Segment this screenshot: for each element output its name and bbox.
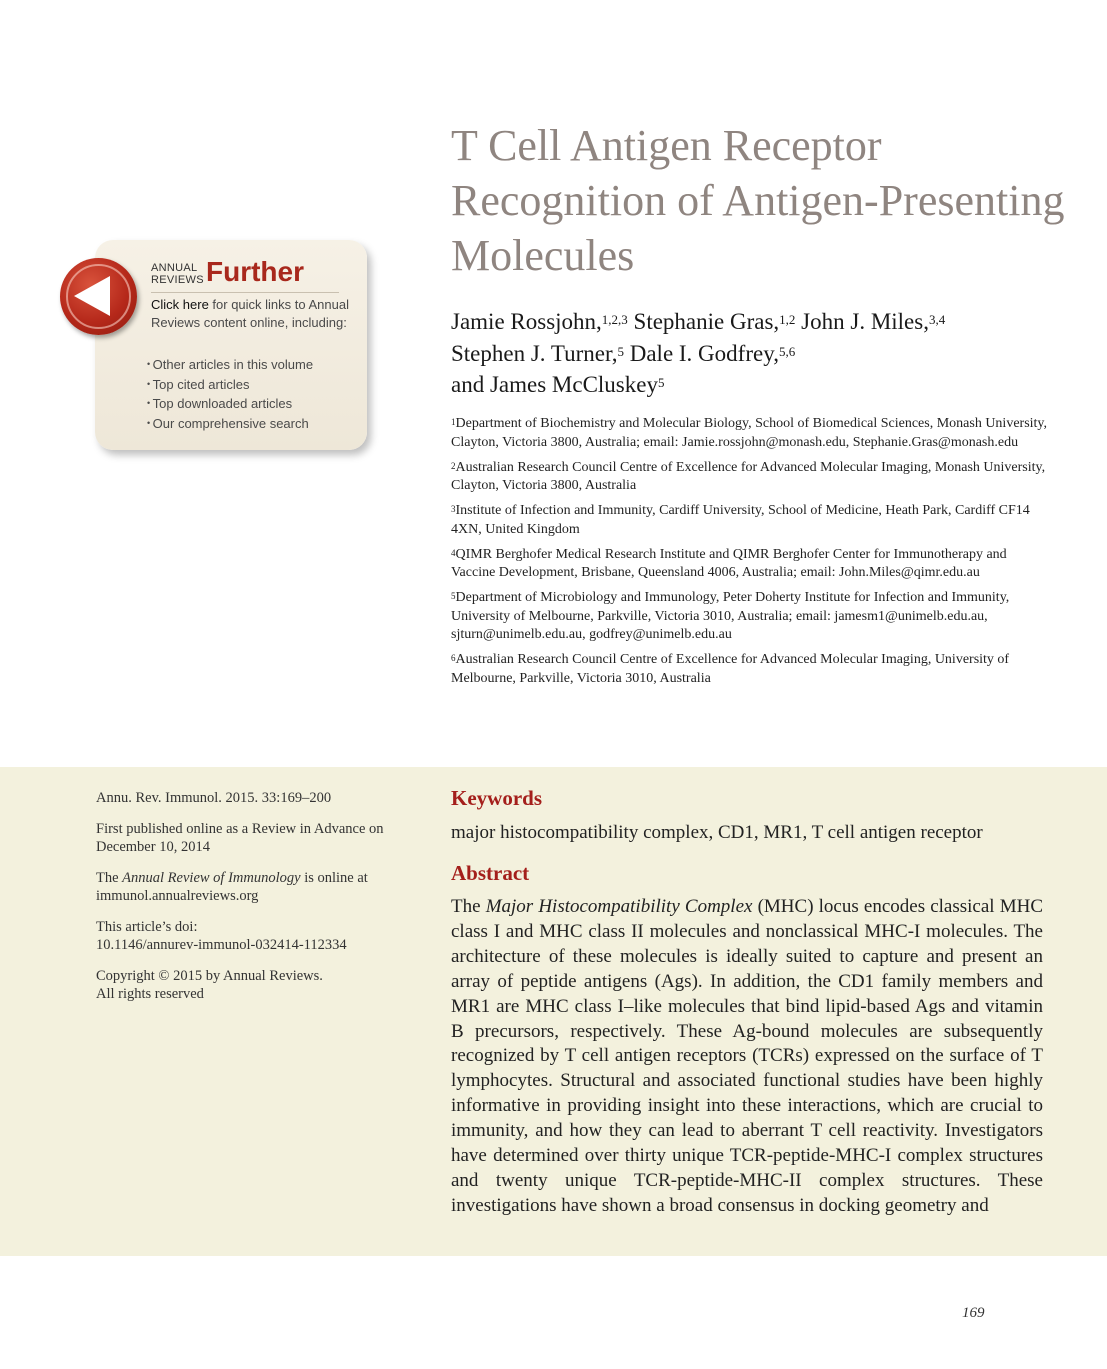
abstract-heading: Abstract [451, 861, 530, 885]
further-links [147, 356, 313, 434]
author-affil-sup: 1,2,3 [601, 312, 628, 327]
further-intro [151, 296, 356, 331]
citation: Annu. Rev. Immunol. 2015. 33:169–200 [96, 790, 332, 806]
affiliation-list [451, 415, 1051, 695]
journal-name: Annual Review of Immunology [122, 870, 301, 886]
affiliation [451, 415, 1051, 452]
author-affil-sup: 3,4 [928, 312, 946, 327]
author-list [451, 306, 1071, 401]
author-affil-sup: 5,6 [778, 343, 796, 359]
affiliation-text: Institute of Infection and Immunity, Cardiff University, School of Medicine, Heath Park, Cardiff CF14 4XN, United Kingdom [451, 503, 1030, 537]
affiliation-number: 6 [451, 653, 456, 663]
online-pre: The [96, 870, 123, 886]
online-note [96, 869, 416, 905]
further-divider [151, 292, 339, 293]
affiliation [451, 589, 1051, 645]
article-meta [96, 789, 416, 1016]
affiliation [451, 546, 1051, 583]
author-name: Jamie Rossjohn, [451, 309, 602, 334]
author-name: and James McCluskey [451, 372, 658, 397]
affiliation-number: 1 [451, 417, 456, 427]
author-affil-sup: 5 [617, 343, 624, 359]
abstract-italic: Major Histocompatibility Complex [485, 896, 753, 917]
article-title: T Cell Antigen Receptor Recognition of Antigen-Presenting Molecules [451, 121, 1065, 280]
affiliation-number: 4 [451, 547, 456, 558]
affiliation-text: Department of Biochemistry and Molecular Biology, School of Biomedical Sciences, Monash University, Clayton, Victoria 3800, Australia; email: Jamie.rossjohn@monash.edu, Stephanie.Gras@monash.edu [451, 416, 1048, 450]
author-name: Dale I. Godfrey, [629, 340, 779, 366]
further-link-item[interactable]: • Top downloaded articles [147, 395, 313, 415]
abstract-body: (MHC) locus encodes classical MHC class I and MHC class II molecules and nonclassical MHC-I molecules. The architecture of these molecules is ideally suited to capture and present an array of peptide antigens (Ags). In addition, the CD1 family members and MR1 are MHC class I–like molecules that bind lipid-based Ags and vitamin B precursors, respectively. These Ag-bound molecules are subsequently recognized by T cell antigen receptors (TCRs) expressed on the surface of T lymphocytes. Structural and associated functional studies have been highly informative in providing insight into these interactions, which are crucial to immunity, and how they can lead to aberrant T cell reactivity. Investigators have determined over thirty unique TCR-peptide-MHC-I complex structures and twenty unique TCR-peptide-MHC-II complex structures. These investigations have shown a broad consensus in docking geometry and [451, 896, 1043, 1216]
affiliation [451, 651, 1051, 688]
online-post: is online at immunol.annualreviews.org [96, 870, 368, 904]
affiliation-text: QIMR Berghofer Medical Research Institute and QIMR Berghofer Center for Immunotherapy and Vaccine Development, Brisbane, Queensland 4006, Australia; email: John.Miles@qimr.edu.au [451, 546, 1007, 580]
click-here-link[interactable]: Click here [151, 297, 209, 312]
page-number: 169 [962, 1305, 985, 1321]
further-intro-text: for quick links to Annual Reviews content online, including: [151, 297, 349, 330]
author-name: Stephen J. Turner, [451, 340, 618, 366]
author-name: Stephanie Gras, [633, 309, 780, 334]
further-link-item[interactable]: • Our comprehensive search [147, 415, 313, 435]
affiliation [451, 459, 1051, 496]
annual-reviews-logo [151, 262, 204, 286]
copyright: Copyright © 2015 by Annual Reviews. [96, 968, 323, 984]
rights: All rights reserved [96, 986, 204, 1002]
doi-value[interactable]: 10.1146/annurev-immunol-032414-112334 [96, 937, 347, 953]
affiliation-number: 3 [451, 504, 456, 514]
doi-label: This article’s doi: [96, 919, 198, 935]
affiliation-number: 5 [451, 591, 456, 601]
author-affil-sup: 5 [657, 375, 665, 390]
affiliation-text: Australian Research Council Centre of Excellence for Advanced Molecular Imaging, University of Melbourne, Parkville, Victoria 3010, Australia [451, 652, 1010, 686]
author-affil-sup: 1,2 [779, 312, 796, 327]
keywords-heading: Keywords [451, 786, 542, 810]
doi-block [96, 918, 416, 954]
copyright-block [96, 967, 416, 1003]
further-link-item[interactable]: • Other articles in this volume [147, 356, 313, 376]
logo-reviews: REVIEWS [151, 274, 204, 286]
further-heading: Further [206, 256, 304, 287]
keywords: major histocompatibility complex, CD1, MR1, T cell antigen receptor [451, 822, 983, 843]
abstract-text [451, 895, 1043, 1219]
affiliation-number: 2 [451, 460, 456, 471]
first-published: First published online as a Review in Advance on December 10, 2014 [96, 821, 384, 855]
author-name: John J. Miles, [801, 309, 929, 334]
affiliation-text: Australian Research Council Centre of Excellence for Advanced Molecular Imaging, Monash University, Clayton, Victoria 3800, Australia [451, 459, 1046, 493]
logo-annual: ANNUAL [151, 262, 198, 274]
further-link-item[interactable]: • Top cited articles [147, 376, 313, 396]
back-arrow-icon [74, 276, 110, 316]
abstract-pre: The [451, 896, 486, 917]
affiliation [451, 502, 1051, 539]
affiliation-text: Department of Microbiology and Immunology, Peter Doherty Institute for Infection and Immunity, University of Melbourne, Parkville, Victoria 3010, Australia; email: jamesm1@unimelb.edu.au, sjturn@unimelb.edu.au, godfrey@unimelb.edu.au [451, 590, 1010, 642]
